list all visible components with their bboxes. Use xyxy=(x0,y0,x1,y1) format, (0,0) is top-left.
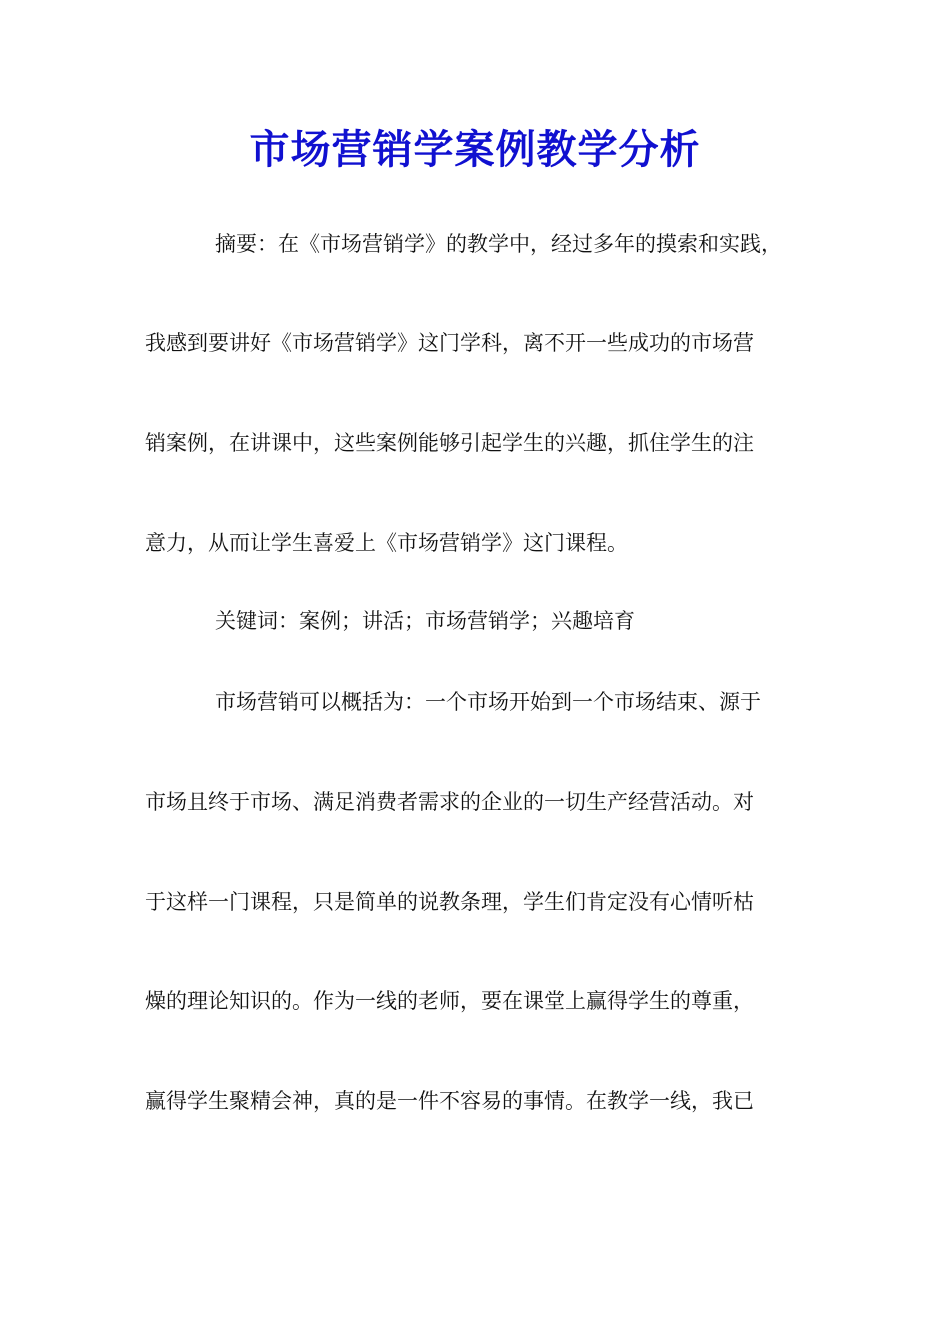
abstract-line-4: 意力，从而让学生喜爱上《市场营销学》这门课程。 xyxy=(145,531,628,555)
abstract-line-2: 我感到要讲好《市场营销学》这门学科，离不开一些成功的市场营 xyxy=(145,331,754,355)
abstract-line-1: 摘要：在《市场营销学》的教学中，经过多年的摸索和实践， xyxy=(215,232,782,256)
abstract-line-3: 销案例，在讲课中，这些案例能够引起学生的兴趣，抓住学生的注 xyxy=(145,431,754,455)
body-line-5: 赢得学生聚精会神，真的是一件不容易的事情。在教学一线，我已 xyxy=(145,1089,754,1113)
body-line-1: 市场营销可以概括为：一个市场开始到一个市场结束、源于 xyxy=(215,690,761,714)
body-line-4: 燥的理论知识的。作为一线的老师，要在课堂上赢得学生的尊重， xyxy=(145,989,754,1013)
keywords-line: 关键词：案例；讲活；市场营销学；兴趣培育 xyxy=(215,609,635,633)
body-line-2: 市场且终于市场、满足消费者需求的企业的一切生产经营活动。对 xyxy=(145,790,754,814)
document-title: 市场营销学案例教学分析 xyxy=(249,126,701,173)
body-line-3: 于这样一门课程，只是简单的说教条理，学生们肯定没有心情听枯 xyxy=(145,890,754,914)
